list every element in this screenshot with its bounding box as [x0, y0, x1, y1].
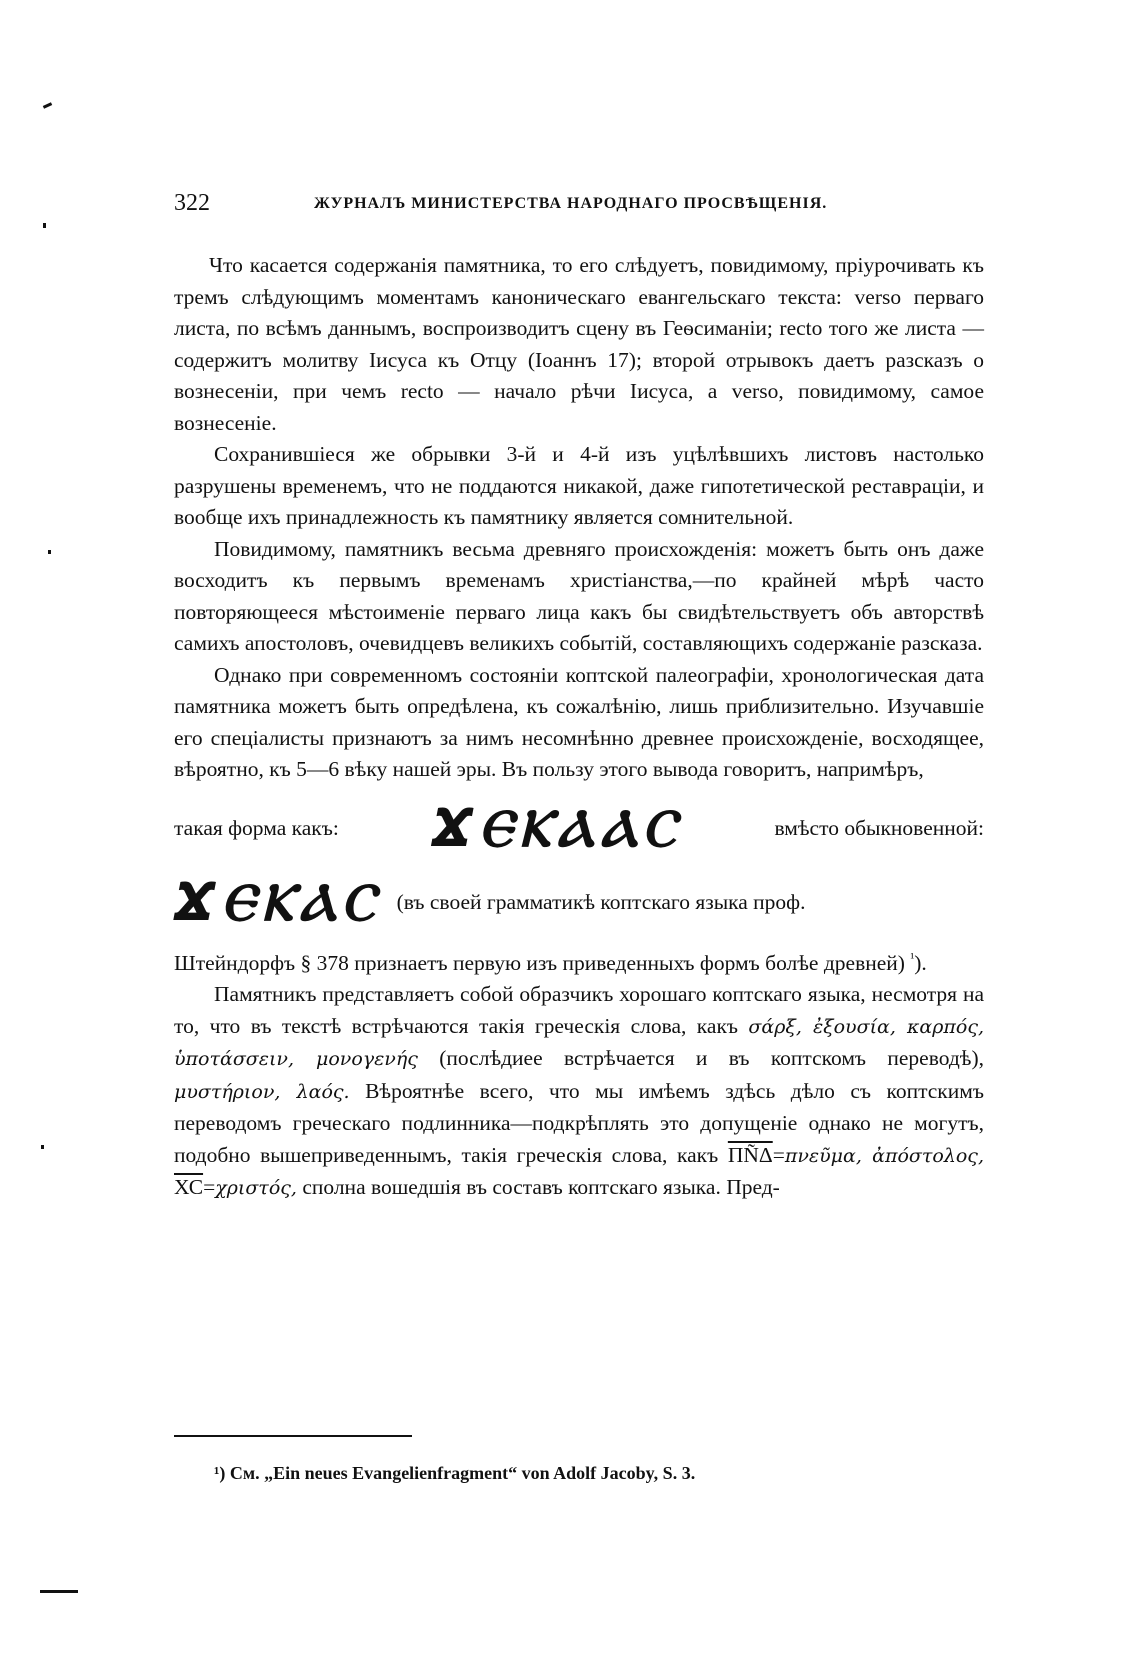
scan-mark: [43, 102, 52, 109]
paragraph: Сохранившіеся же обрывки 3-й и 4-й изъ уцѣлѣвшихъ листовъ настолько разрушены временемъ, что не поддаются никакой, даже гипотетической реставраціи, и вообще ихъ принадлежность къ памятнику является сомнительной.: [174, 442, 984, 529]
page-number: 322: [174, 190, 210, 216]
coptic-example-line-2: [174, 868, 984, 938]
scan-mark: [48, 550, 51, 554]
paragraph: Памятникъ представляетъ собой образчикъ хорошаго коптскаго языка, несмотря на то, что въ текстѣ встрѣчаются такія греческія слова, какъ σάρξ, ἐξουσία, καρπός, ὑποτάσσειν, μονογενής (послѣдиее встрѣчается и въ коптскомъ переводѣ), μυστήριον, λαός. Вѣроятнѣе всего, что мы имѣемъ здѣсь дѣло съ коптскимъ переводомъ греческаго подлинника—подкрѣплять это допущеніе однако не могутъ, подобно вышеприведеннымъ, такія греческія слова, какъ ПÑΔ=πνεῦμα, ἀπόστολος, ХС=χριστός, сполна вошедшія въ составъ коптскаго языка. Пред-: [174, 982, 985, 1200]
footnote-rule: [174, 1435, 412, 1437]
coptic-lead-text: такая форма какъ:: [174, 815, 339, 840]
coptic-tail-text: (въ своей грамматикѣ коптскаго языка проф.: [396, 889, 806, 914]
page-header: [174, 190, 984, 222]
greek-words: χριστός,: [215, 1177, 297, 1200]
paragraph: Что касается содержанія памятника, то его слѣдуетъ, повидимому, пріурочивать къ тремъ слѣдующимъ моментамъ каноническаго евангельскаго текста: verso перваго листа, по всѣмъ даннымъ, воспроизводитъ сцену въ Геѳсиманіи; recto того же листа — содержитъ молитву Іисуса къ Отцу (Іоаннъ 17); второй отрывокъ даетъ разсказъ о вознесеніи, при чемъ recto — начало рѣчи Іисуса, а verso, повидимому, самое вознесеніе.: [174, 253, 984, 435]
scan-mark: [41, 1145, 44, 1149]
coptic-after-text: вмѣсто обыкновенной:: [774, 815, 984, 840]
paragraph-continuation: Штейндорфъ § 378 признаетъ первую изъ приведенныхъ формъ болѣе древней) $^{^1}$).: [174, 949, 927, 975]
body-text: [174, 250, 984, 1205]
footnote: ¹) См. „Ein neues Evangelienfragment“ von Adolf Jacoby, S. 3.: [214, 1463, 696, 1483]
greek-words: σάρξ, ἐξουσία, καρπός, ὑποτάσσειν, μονογενής: [174, 1015, 985, 1071]
footnote-ref[interactable]: ¹: [910, 949, 915, 965]
scan-mark: [43, 223, 46, 228]
running-title: ЖУРНАЛЪ МИНИСТЕРСТВА НАРОДНАГО ПРОСВѢЩЕНІЯ.: [314, 195, 828, 212]
coptic-example-line: [174, 790, 984, 868]
coptic-word-2: ϪⲈⲔⲀⲤ: [174, 872, 381, 933]
coptic-abbreviation: ПÑΔ: [727, 1142, 773, 1167]
greek-words: πνεῦμα, ἀπόστολος,: [784, 1144, 984, 1167]
scan-mark: [40, 1590, 78, 1593]
paragraph: Повидимому, памятникъ весьма древняго происхожденія: можетъ быть онъ даже восходитъ къ первымъ временамъ христіанства,—по крайней мѣрѣ часто повторяющееся мѣстоименіе перваго лица какъ бы свидѣтельствуетъ объ авторствѣ самихъ апостоловъ, очевидцевъ великихъ событій, составляющихъ содержаніе разсказа.: [174, 536, 984, 655]
coptic-word-1: ϪⲈⲔⲀⲀⲤ: [431, 798, 682, 859]
greek-words: μυστήριον, λαός.: [174, 1080, 350, 1103]
coptic-abbreviation: ХС: [174, 1175, 204, 1200]
paragraph: Однако при современномъ состояніи коптской палеографіи, хронологическая дата памятника можетъ быть опредѣлена, къ сожалѣнію, лишь приблизительно. Изучавшіе его спеціалисты признаютъ за нимъ несомнѣнно древнее происхожденіе, восходящее, вѣроятно, къ 5—6 вѣку нашей эры. Въ пользу этого вывода говоритъ, напримѣръ,: [174, 662, 984, 781]
